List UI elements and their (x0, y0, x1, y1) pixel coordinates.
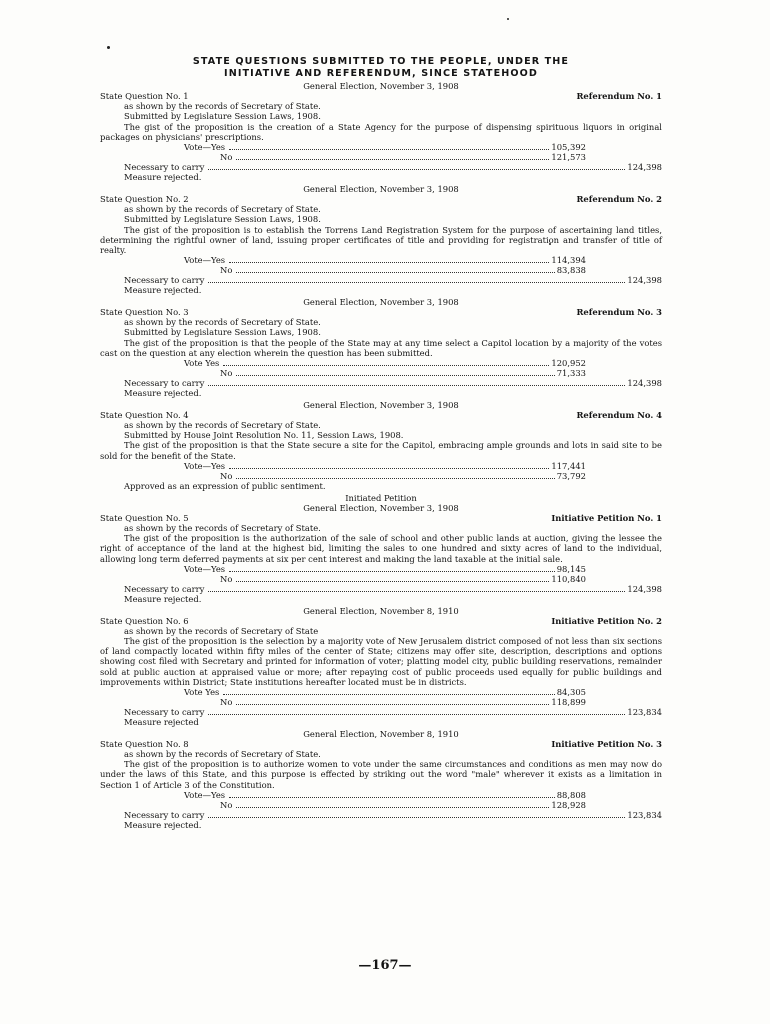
leader-dots (236, 159, 549, 160)
proposition-gist: The gist of the proposition is the selection by a majority vote of New Jerusalem district composed of not less than six sections of land compactly located within fifty miles of the center of State; citizens may offer site, description, descriptions and options showing cost filed with Secretary and printed for information of voter; platting model city, public building reservations, remainder sold at public auction at appraised value or more; after repaying cost of public proceeds used equally for public buildings and improvements within District; State institutions hereafter located must be in districts. (100, 636, 662, 687)
necessary-to-carry-count: 123,834 (627, 706, 662, 717)
page-number: —167— (358, 958, 412, 973)
vote-yes-count: 114,394 (551, 254, 586, 265)
vote-yes-label: Vote Yes (184, 686, 220, 697)
necessary-to-carry-line (100, 707, 662, 717)
measure-result: Measure rejected. (124, 593, 202, 604)
vote-yes-count: 120,952 (551, 357, 586, 368)
vote-no-count: 71,333 (556, 367, 586, 378)
vote-no-label: No (220, 573, 233, 584)
vote-yes-count: 98,145 (556, 563, 586, 574)
election-heading: General Election, November 3, 1908 (303, 400, 459, 411)
submitted-note: Submitted by Legislature Session Laws, 1908. (124, 214, 321, 225)
necessary-to-carry-label: Necessary to carry (124, 274, 205, 285)
records-note: as shown by the records of Secretary of State. (124, 204, 321, 215)
vote-no-label: No (220, 264, 233, 275)
vote-no-count: 121,573 (551, 151, 586, 162)
election-heading: General Election, November 3, 1908 (303, 81, 459, 92)
question-header (100, 307, 662, 317)
records-note: as shown by the records of Secretary of State (124, 626, 319, 637)
submitted-note: Submitted by Legislature Session Laws, 1908. (124, 327, 321, 338)
necessary-to-carry-label: Necessary to carry (124, 809, 205, 820)
print-speck (507, 18, 509, 20)
section-pre-heading: Initiated Petition (345, 492, 417, 503)
leader-dots (236, 272, 554, 273)
leader-dots (236, 704, 549, 705)
vote-yes-line (100, 687, 586, 697)
leader-dots (236, 581, 549, 582)
necessary-to-carry-count: 124,398 (627, 377, 662, 388)
vote-no-line (100, 152, 586, 162)
vote-yes-count: 105,392 (551, 141, 586, 152)
vote-yes-label: Vote—Yes (184, 460, 226, 471)
necessary-to-carry-count: 124,398 (627, 161, 662, 172)
vote-no-label: No (220, 470, 233, 481)
vote-no-line (100, 800, 586, 810)
leader-dots (229, 468, 549, 469)
vote-yes-label: Vote Yes (184, 357, 220, 368)
question-section (100, 729, 662, 830)
leader-dots (208, 385, 625, 386)
measure-result: Measure rejected. (124, 388, 202, 398)
vote-yes-count: 117,441 (551, 460, 586, 471)
vote-yes-label: Vote—Yes (184, 254, 226, 265)
election-heading: General Election, November 8, 1910 (303, 729, 459, 740)
document-body (100, 56, 662, 830)
necessary-to-carry-label: Necessary to carry (124, 706, 205, 717)
leader-dots (236, 807, 549, 808)
measure-result: Approved as an expression of public sentiment. (124, 480, 326, 491)
question-header (100, 194, 662, 204)
vote-yes-line (100, 255, 586, 265)
records-note: as shown by the records of Secretary of State. (124, 749, 321, 760)
leader-dots (229, 571, 555, 572)
vote-no-count: 73,792 (556, 470, 586, 481)
question-number: State Question No. 6 (100, 616, 189, 627)
submitted-note: Submitted by House Joint Resolution No. 11, Session Laws, 1908. (124, 430, 404, 441)
necessary-to-carry-label: Necessary to carry (124, 161, 205, 172)
vote-yes-label: Vote—Yes (184, 141, 226, 152)
vote-no-line (100, 471, 586, 481)
question-header (100, 513, 662, 523)
vote-tally (100, 142, 662, 162)
leader-dots (236, 375, 554, 376)
leader-dots (223, 694, 554, 695)
question-number: State Question No. 2 (100, 194, 189, 205)
vote-yes-label: Vote—Yes (184, 563, 226, 574)
leader-dots (208, 282, 625, 283)
measure-result: Measure rejected (124, 717, 199, 727)
question-section (100, 297, 662, 398)
leader-dots (229, 262, 549, 263)
vote-yes-count: 84,305 (556, 686, 586, 697)
proposition-gist: The gist of the proposition is to authorize women to vote under the same circumstances and conditions as men may now do under the laws of this State, and this purpose is effected by striking out the word "male" wherever it exists as a limitation in Section 1 of Article 3 of the Constitution. (100, 759, 662, 790)
election-heading: General Election, November 3, 1908 (303, 297, 459, 308)
question-number: State Question No. 3 (100, 307, 189, 318)
vote-tally (100, 687, 662, 707)
election-heading: General Election, November 3, 1908 (303, 184, 459, 195)
submitted-note: Submitted by Legislature Session Laws, 1908. (124, 111, 321, 122)
proposition-gist: The gist of the proposition is to establish the Torrens Land Registration System for the purpose of ascertaining land titles, determining the rightful owner of land, issuing proper certificates of title and providing for registration and transfer of title of realty. (100, 224, 662, 255)
measure-result: Measure rejected. (124, 285, 202, 296)
vote-tally (100, 358, 662, 378)
necessary-to-carry-line (100, 584, 662, 594)
question-section (100, 184, 662, 295)
question-section (100, 400, 662, 491)
leader-dots (223, 365, 549, 366)
vote-yes-line (100, 564, 586, 574)
vote-no-label: No (220, 799, 233, 810)
vote-no-label: No (220, 696, 233, 707)
leader-dots (236, 478, 554, 479)
question-number: State Question No. 5 (100, 513, 189, 524)
question-section (100, 81, 662, 182)
title-line-1: STATE QUESTIONS SUBMITTED TO THE PEOPLE, UNDER THE (192, 56, 570, 67)
necessary-to-carry-line (100, 275, 662, 285)
vote-no-count: 83,838 (556, 264, 586, 275)
question-header (100, 616, 662, 626)
referendum-number: Initiative Petition No. 3 (551, 739, 662, 750)
election-heading: General Election, November 8, 1910 (303, 605, 459, 616)
leader-dots (208, 169, 625, 170)
referendum-number: Initiative Petition No. 1 (551, 513, 662, 524)
leader-dots (229, 149, 549, 150)
vote-no-count: 110,840 (551, 573, 586, 584)
vote-no-line (100, 574, 586, 584)
necessary-to-carry-line (100, 378, 662, 388)
leader-dots (208, 591, 625, 592)
vote-no-label: No (220, 367, 233, 378)
proposition-gist: The gist of the proposition is that the people of the State may at any time select a Capitol location by a majority of the votes cast on the question at any election wherein the question has been submitted. (100, 337, 662, 358)
leader-dots (208, 714, 625, 715)
vote-yes-line (100, 461, 586, 471)
necessary-to-carry-label: Necessary to carry (124, 377, 205, 388)
necessary-to-carry-line (100, 162, 662, 172)
proposition-gist: The gist of the proposition is the authorization of the sale of school and other public lands at auction, giving the lessee the right of acceptance of the land at the highest bid, limiting the sales to one hundred and sixty acres of land to the individual, allowing long term deferred payments at six per cent interest and making the land taxable at the initial sale. (100, 533, 662, 564)
question-header (100, 410, 662, 420)
vote-no-count: 128,928 (551, 799, 586, 810)
vote-tally (100, 564, 662, 584)
vote-yes-line (100, 358, 586, 368)
question-section (100, 493, 662, 604)
leader-dots (229, 797, 555, 798)
page-title (100, 56, 662, 79)
sections-list (100, 81, 662, 830)
proposition-gist: The gist of the proposition is that the State secure a site for the Capitol, embracing ample grounds and lots in said site to be sold for the benefit of the State. (100, 440, 662, 461)
vote-tally (100, 790, 662, 810)
question-section (100, 606, 662, 727)
records-note: as shown by the records of Secretary of State. (124, 523, 321, 534)
election-heading: General Election, November 3, 1908 (303, 503, 459, 514)
vote-no-label: No (220, 151, 233, 162)
necessary-to-carry-label: Necessary to carry (124, 583, 205, 594)
question-number: State Question No. 4 (100, 410, 189, 421)
referendum-number: Initiative Petition No. 2 (551, 616, 662, 627)
records-note: as shown by the records of Secretary of State. (124, 101, 321, 112)
question-number: State Question No. 8 (100, 739, 189, 750)
vote-tally (100, 461, 662, 481)
referendum-number: Referendum No. 1 (576, 91, 662, 102)
vote-yes-count: 88,808 (556, 789, 586, 800)
measure-result: Measure rejected. (124, 172, 202, 183)
leader-dots (208, 817, 625, 818)
measure-result: Measure rejected. (124, 819, 202, 830)
vote-yes-line (100, 790, 586, 800)
necessary-to-carry-count: 124,398 (627, 274, 662, 285)
question-header (100, 91, 662, 101)
proposition-gist: The gist of the proposition is the creation of a State Agency for the purpose of dispensing spirituous liquors in original packages on physicians' prescriptions. (100, 121, 662, 142)
vote-tally (100, 255, 662, 275)
referendum-number: Referendum No. 4 (576, 410, 662, 421)
question-number: State Question No. 1 (100, 91, 189, 102)
vote-no-count: 118,899 (551, 696, 586, 707)
necessary-to-carry-line (100, 810, 662, 820)
title-line-2: INITIATIVE AND REFERENDUM, SINCE STATEHOOD (224, 67, 538, 79)
records-note: as shown by the records of Secretary of State. (124, 317, 321, 328)
vote-yes-label: Vote—Yes (184, 789, 226, 800)
referendum-number: Referendum No. 2 (576, 194, 662, 205)
vote-no-line (100, 368, 586, 378)
referendum-number: Referendum No. 3 (576, 307, 662, 318)
records-note: as shown by the records of Secretary of State. (124, 420, 321, 431)
vote-yes-line (100, 142, 586, 152)
question-header (100, 739, 662, 749)
vote-no-line (100, 697, 586, 707)
necessary-to-carry-count: 124,398 (627, 583, 662, 594)
vote-no-line (100, 265, 586, 275)
necessary-to-carry-count: 123,834 (627, 809, 662, 820)
print-speck (107, 46, 110, 49)
